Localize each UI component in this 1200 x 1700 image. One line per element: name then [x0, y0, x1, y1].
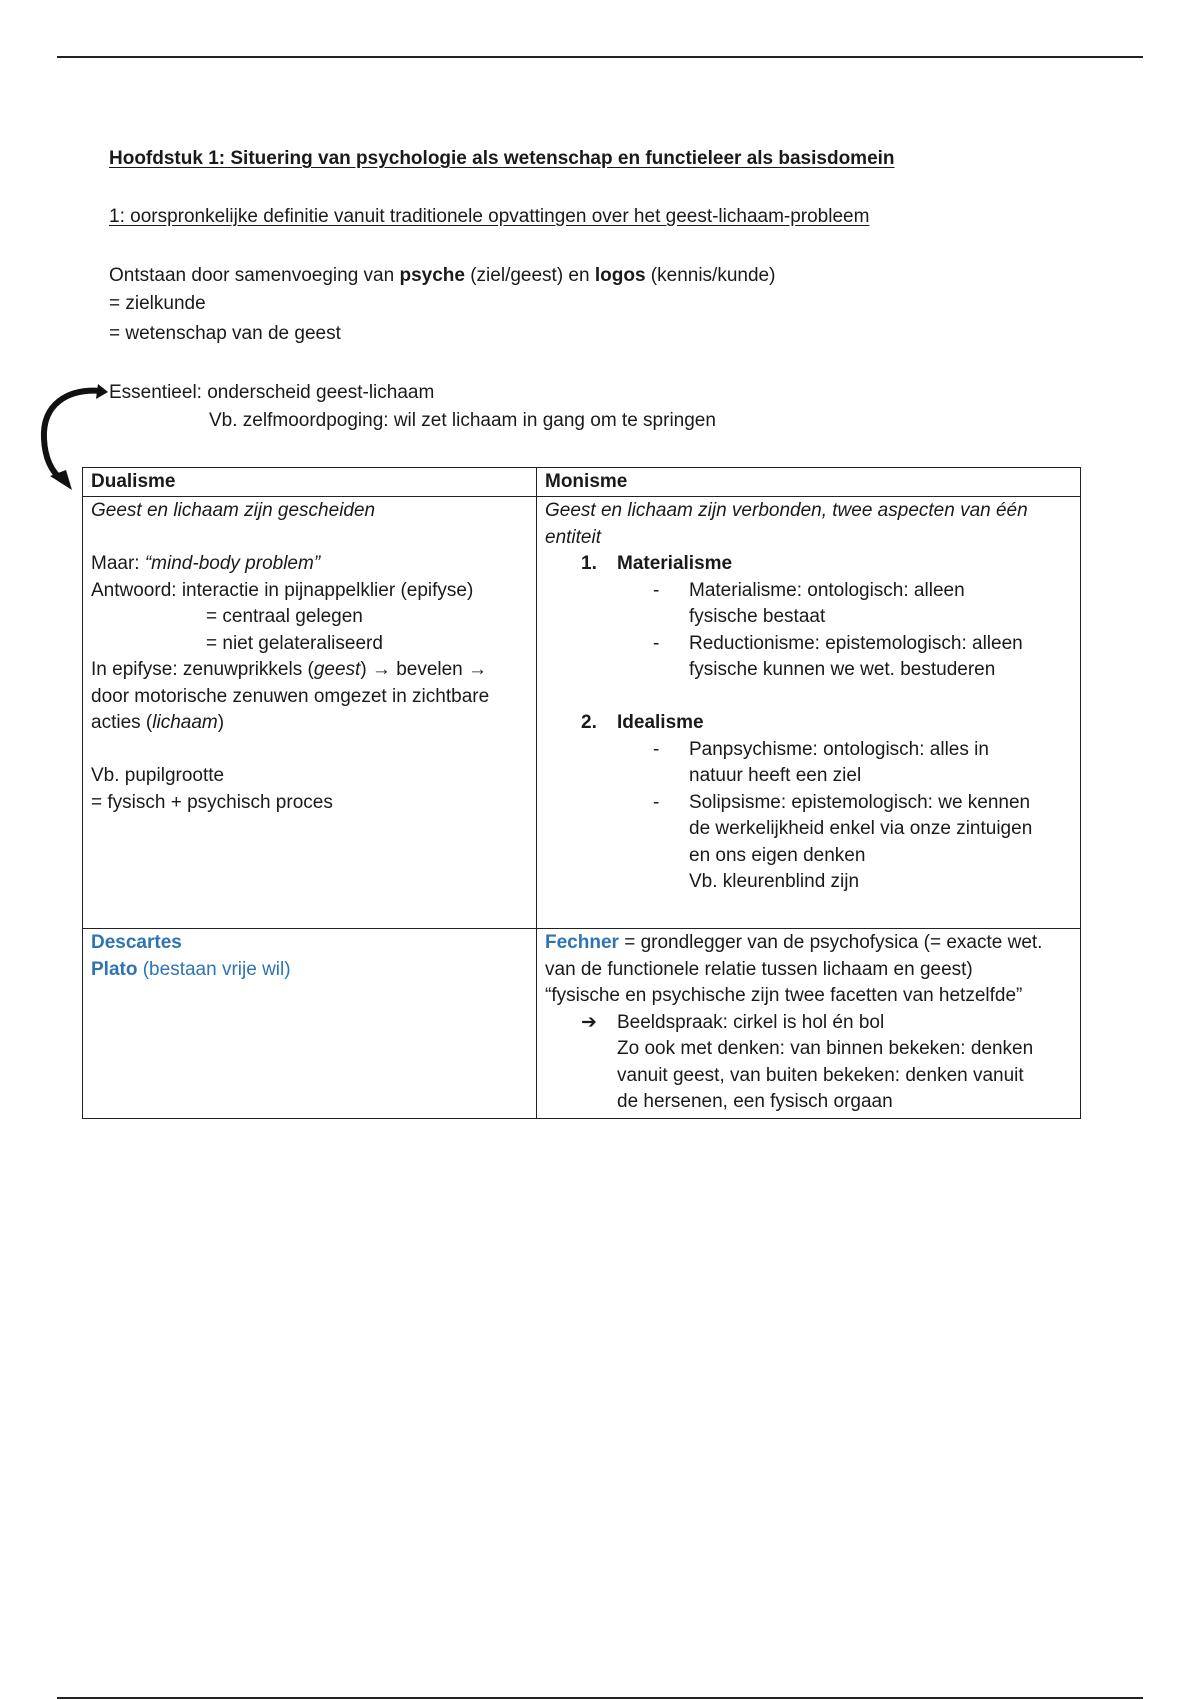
fechner-quote: “fysische en psychische zijn twee facetten van hetzelfde”: [545, 985, 1023, 1006]
metaphor-cont-1: Zo ook met denken: van binnen bekeken: denken: [617, 1038, 1034, 1059]
monism-definition: Geest en lichaam zijn verbonden, twee aspecten van één: [545, 500, 1028, 521]
dualism-cell: [83, 497, 537, 929]
thinker-fechner: Fechner: [545, 932, 619, 953]
antwoord-line: Antwoord: interactie in pijnappelklier (epifyse): [91, 579, 474, 601]
table-row: [83, 497, 1081, 929]
metaphor-line: ➔ Beeldspraak: cirkel is hol én bol: [545, 1010, 1072, 1037]
term-logos: logos: [594, 265, 646, 286]
monism-cell: [537, 497, 1081, 929]
epifyse-line-3: acties (lichaam): [91, 712, 225, 733]
top-rule: [57, 56, 1143, 58]
epifyse-eq-1: = centraal gelegen: [206, 606, 363, 627]
essential-example: Vb. zelfmoordpoging: wil zet lichaam in gang om te springen: [209, 410, 716, 431]
materialism-heading: 1. Materialisme: [581, 553, 733, 574]
right-arrow-icon: ➔: [581, 1011, 597, 1033]
header-dualisme: Dualisme: [83, 468, 537, 497]
table-row: [83, 929, 1081, 1119]
table-header-row: [83, 468, 1081, 497]
fechner-line: Fechner = grondlegger van de psychofysica (= exacte wet.: [545, 932, 1043, 953]
epifyse-eq-2: = niet gelateraliseerd: [206, 632, 383, 654]
list-item: - Panpsychisme: ontologisch: alles in natuur heeft een ziel: [653, 738, 989, 786]
monism-definition-cont: entiteit: [545, 526, 601, 548]
epifyse-line-1: In epifyse: zenuwprikkels (geest) → bevelen →: [91, 659, 488, 680]
idealism-heading: 2. Idealisme: [581, 712, 704, 733]
dualism-monism-table: [82, 467, 1081, 1119]
intro-eq-1: = zielkunde: [109, 293, 206, 314]
list-item: - Materialisme: ontologisch: alleen fysische bestaat: [653, 579, 965, 627]
metaphor-cont-3: de hersenen, een fysisch orgaan: [617, 1091, 893, 1112]
thinker-descartes: Descartes: [91, 932, 182, 953]
intro-line: Ontstaan door samenvoeging van psyche (ziel/geest) en logos (kennis/kunde): [109, 265, 776, 286]
section-heading: 1: oorspronkelijke definitie vanuit traditionele opvattingen over het geest-lichaam-probleem: [109, 206, 870, 227]
thinker-plato: Plato (bestaan vrije wil): [91, 958, 291, 980]
intro-eq-2: = wetenschap van de geest: [109, 323, 341, 344]
thinkers-left-cell: [83, 929, 537, 1119]
term-psyche: psyche: [399, 265, 465, 286]
metaphor-cont-2: vanuit geest, van buiten bekeken: denken vanuit: [617, 1064, 1024, 1086]
fechner-line-2: van de functionele relatie tussen lichaam en geest): [545, 958, 973, 980]
thinkers-right-cell: [537, 929, 1081, 1119]
dualism-definition: Geest en lichaam zijn gescheiden: [91, 500, 376, 521]
dualism-example: Vb. pupilgrootte: [91, 765, 225, 786]
list-item: - Reductionisme: epistemologisch: alleen fysische kunnen we wet. bestuderen: [653, 632, 1023, 680]
list-item: - Solipsisme: epistemologisch: we kennen de werkelijkheid enkel via onze zintuigen en ons eigen denken Vb. kleurenblind zijn: [653, 791, 1033, 892]
epifyse-line-2: door motorische zenuwen omgezet in zichtbare: [91, 685, 490, 707]
header-monisme: Monisme: [537, 468, 1081, 497]
chapter-heading: Hoofdstuk 1: Situering van psychologie als wetenschap en functieleer als basisdomein: [109, 148, 895, 169]
essential-line: Essentieel: onderscheid geest-lichaam: [109, 382, 435, 403]
bottom-rule: [57, 1697, 1143, 1699]
dualism-example-eq: = fysisch + psychisch proces: [91, 791, 333, 813]
mind-body-line: Maar: “mind-body problem”: [91, 553, 321, 574]
